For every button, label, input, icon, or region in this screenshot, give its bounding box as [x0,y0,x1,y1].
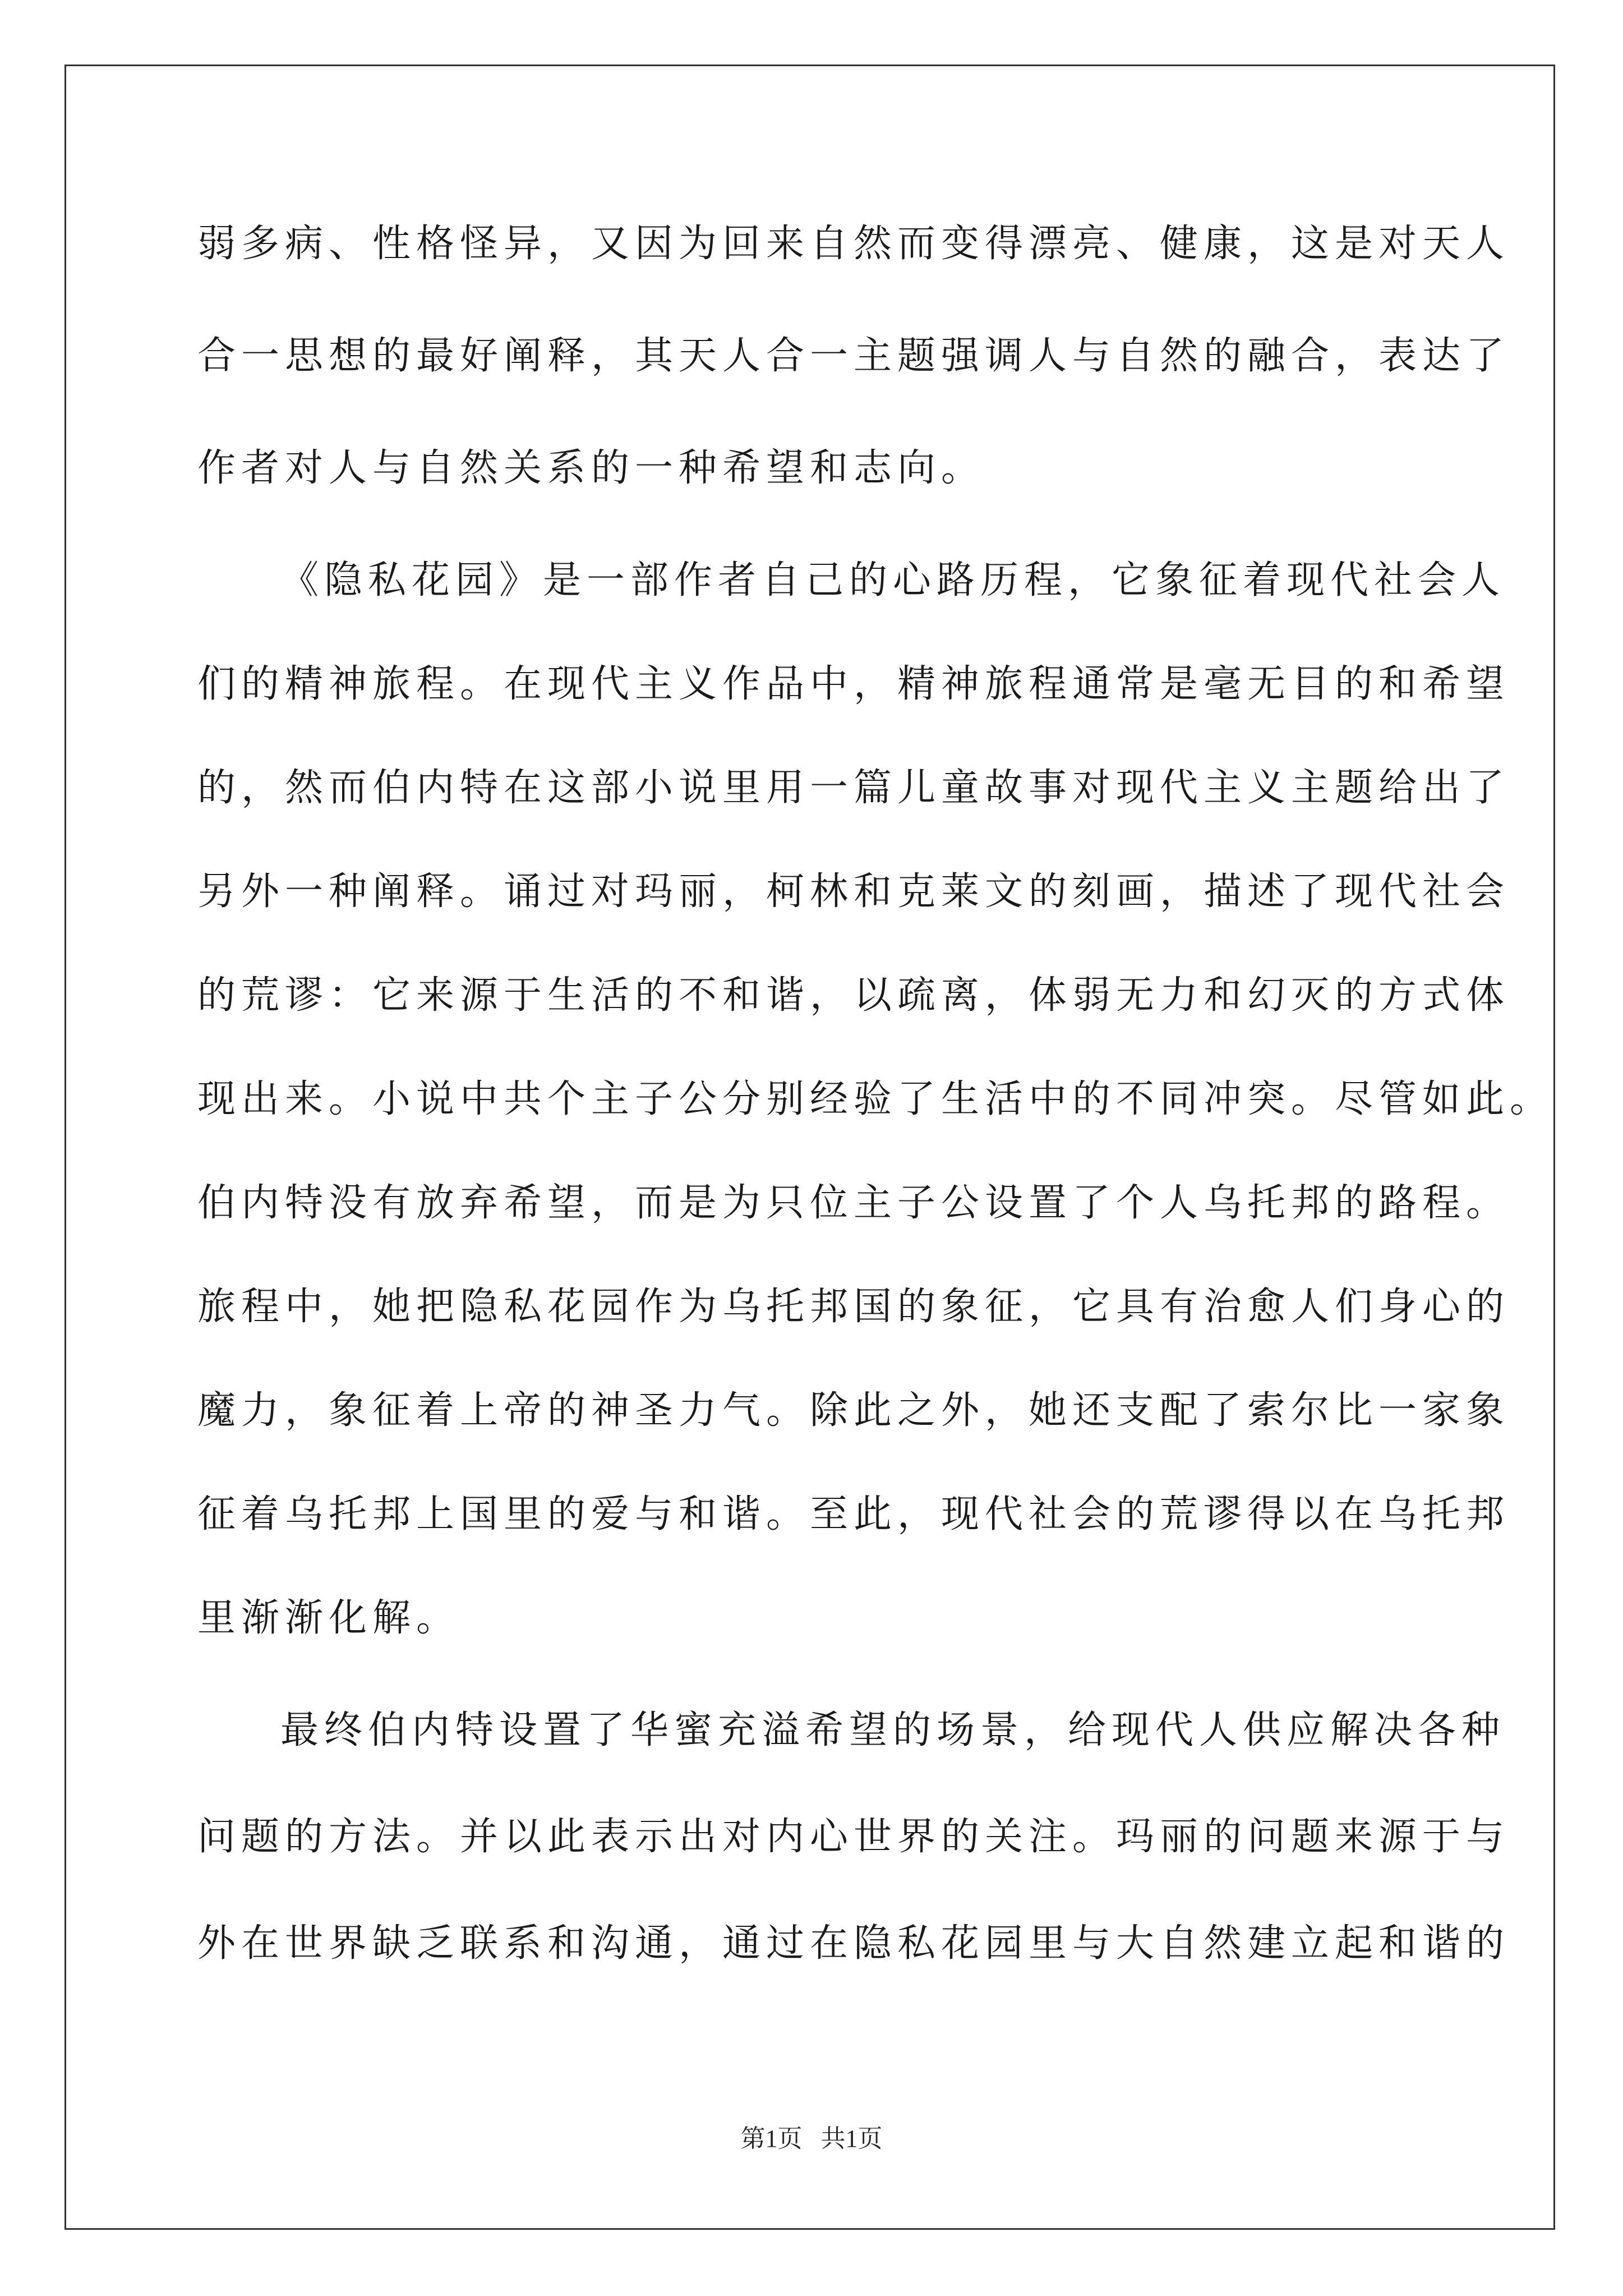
paragraph-1-line-2: 合一思想的最好阐释，其天人合一主题强调人与自然的融合，表达了 [197,334,1510,378]
paragraph-2-line-11: 里渐渐化解。 [197,1596,460,1640]
paragraph-2-line-9: 魔力，象征着上帝的神圣力气。除此之外，她还支配了索尔比一家象 [197,1388,1510,1433]
paragraph-3-line-1: 最终伯内特设置了华蜜充溢希望的场景，给现代人供应解决各种 [280,1708,1506,1752]
paragraph-2-line-1: 《隐私花园》是一部作者自己的心路历程，它象征着现代社会人 [280,558,1506,602]
paragraph-2-line-8: 旅程中，她把隐私花园作为乌托邦国的象征，它具有治愈人们身心的 [197,1285,1510,1329]
paragraph-2-line-7: 伯内特没有放弃希望，而是为只位主子公设置了个人乌托邦的路程。 [197,1181,1510,1225]
paragraph-1-line-1: 弱多病、性格怪异，又因为回来自然而变得漂亮、健康，这是对天人 [197,222,1510,266]
paragraph-1-line-3: 作者对人与自然关系的一种希望和志向。 [197,446,985,490]
paragraph-2-line-5: 的荒谬：它来源于生活的不和谐，以疏离，体弱无力和幻灭的方式体 [197,973,1510,1018]
paragraph-3-line-3: 外在世界缺乏联系和沟通，通过在隐私花园里与大自然建立起和谐的 [197,1921,1510,1966]
paragraph-2-line-3: 的，然而伯内特在这部小说里用一篇儿童故事对现代主义主题给出了 [197,766,1510,810]
paragraph-2-line-4: 另外一种阐释。诵过对玛丽，柯林和克莱文的刻画，描述了现代社会 [197,869,1510,914]
page-border [64,65,1555,2230]
paragraph-3-line-2: 问题的方法。并以此表示出对内心世界的关注。玛丽的问题来源于与 [197,1815,1510,1859]
paragraph-2-line-6: 现出来。小说中共个主子公分别经验了生活中的不同冲突。尽管如此。 [197,1077,1554,1121]
page-number-footer: 第1页 共1页 [740,2125,883,2152]
paragraph-2-line-2: 们的精神旅程。在现代主义作品中，精神旅程通常是毫无目的和希望 [197,662,1510,706]
paragraph-2-line-10: 征着乌托邦上国里的爱与和谐。至此，现代社会的荒谬得以在乌托邦 [197,1492,1510,1536]
